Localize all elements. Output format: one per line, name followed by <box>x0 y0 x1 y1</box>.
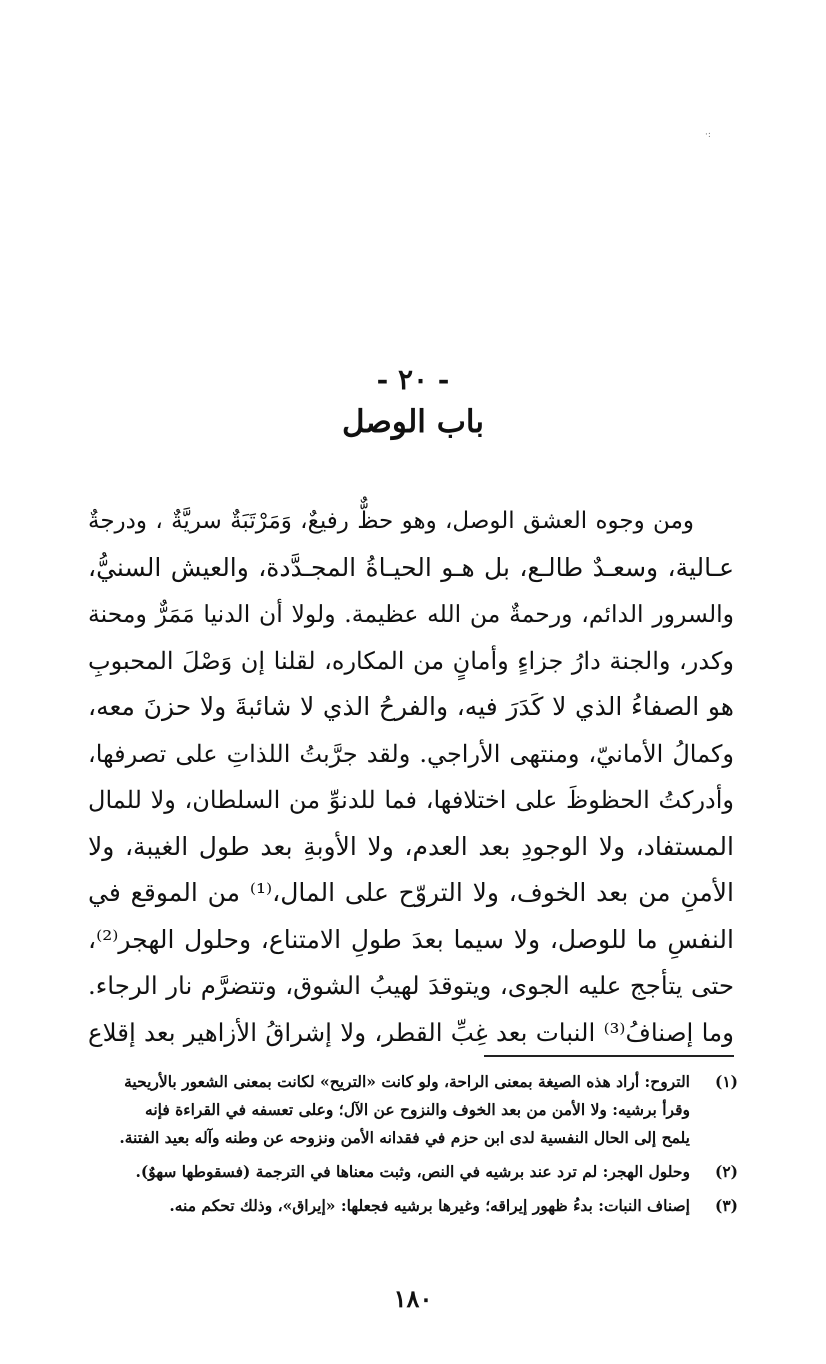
footnote-2 <box>48 1158 738 1186</box>
body-line: حتى يتأجج عليه الجوى، ويتوقدَ لهيبُ الشوق، وتتضرَّم نار الرجاء. <box>88 971 734 1000</box>
chapter-number: - ٢٠ - <box>376 363 450 396</box>
footnote-line: إصناف النبات: بدءُ ظهور إيراقه؛ وغيرها برشيه فجعلها: «إيراق»، وذلك تحكم منه. <box>169 1196 690 1215</box>
footnote-line: وحلول الهجر: لم ترد عند برشيه في النص، وثبت معناها في الترجمة (فسقوطها سهوٌ). <box>135 1162 690 1181</box>
body-paragraph <box>88 498 734 1056</box>
body-line: والسرور الدائم، ورحمةٌ من الله عظيمة. ولولا أن الدنيا مَمَرٌّ ومحنة <box>88 600 734 628</box>
body-line: ومن وجوه العشق الوصل، وهو حظٌّ رفيعٌ، وَمَرْتَبَةٌ سريَّةٌ ، ودرجةٌ <box>88 508 694 534</box>
scan-speck: ·: <box>705 130 711 140</box>
footnote-marker: (٢) <box>714 1162 738 1181</box>
footnote-marker: (٣) <box>714 1196 738 1215</box>
footnotes <box>48 1068 738 1226</box>
footnote-1 <box>48 1068 738 1152</box>
footnote-line: وقرأ برشيه: ولا الأمن من بعد الخوف والنزوح عن الآل؛ وعلى تعسفه في القراءة فإنه <box>145 1100 690 1119</box>
page-number: ١٨٠ <box>393 1284 433 1313</box>
footnote-line: يلمح إلى الحال النفسية لدى ابن حزم في فقدانه الأمن ونزوحه عن وطنه وآله بعيد الفتنة. <box>119 1128 690 1147</box>
body-line: عـالية، وسعـدٌ طالـع، بل هـو الحيـاةُ المجـدَّدة، والعيش السنيُّ، <box>88 552 734 582</box>
footnote-3 <box>48 1192 738 1220</box>
body-line: المستفاد، ولا الوجودِ بعد العدم، ولا الأوبةِ بعد طول الغيبة، ولا <box>88 831 734 861</box>
body-line: النفسِ ما للوصل، ولا سيما بعدَ طولِ الامتناع، وحلول الهجر⁽²⁾، <box>88 924 734 954</box>
footnote-divider <box>484 1055 734 1057</box>
body-line: وكمالُ الأمانيّ، ومنتهى الأراجي. ولقد جرَّبتُ اللذاتِ على تصرفها، <box>88 739 734 768</box>
footnote-text <box>48 1192 690 1220</box>
body-line: الأمنِ من بعد الخوف، ولا التروّح على المال،⁽¹⁾ من الموقع في <box>88 878 734 907</box>
footnote-text <box>48 1158 690 1186</box>
footnote-marker: (١) <box>714 1072 738 1091</box>
footnote-text <box>48 1068 690 1152</box>
footnote-line: التروح: أراد هذه الصيغة بمعنى الراحة، ولو كانت «التريح» لكانت بمعنى الشعور بالأريحية <box>124 1072 690 1091</box>
body-line: هو الصفاءُ الذي لا كَدَرَ فيه، والفرحُ الذي لا شائبةَ ولا حزنَ معه، <box>88 692 734 721</box>
body-line: وكدر، والجنة دارُ جزاءٍ وأمانٍ من المكاره، لقلنا إن وَصْلَ المحبوبِ <box>88 646 734 675</box>
body-line: وأدركتُ الحظوظَ على اختلافها، فما للدنوِّ من السلطان، ولا للمال <box>88 786 734 814</box>
body-line: وما إصنافُ⁽³⁾ النبات بعد غِبِّ القطر، ولا إشراقُ الأزاهير بعد إقلاع <box>88 1017 734 1047</box>
chapter-title: باب الوصل <box>342 404 484 440</box>
